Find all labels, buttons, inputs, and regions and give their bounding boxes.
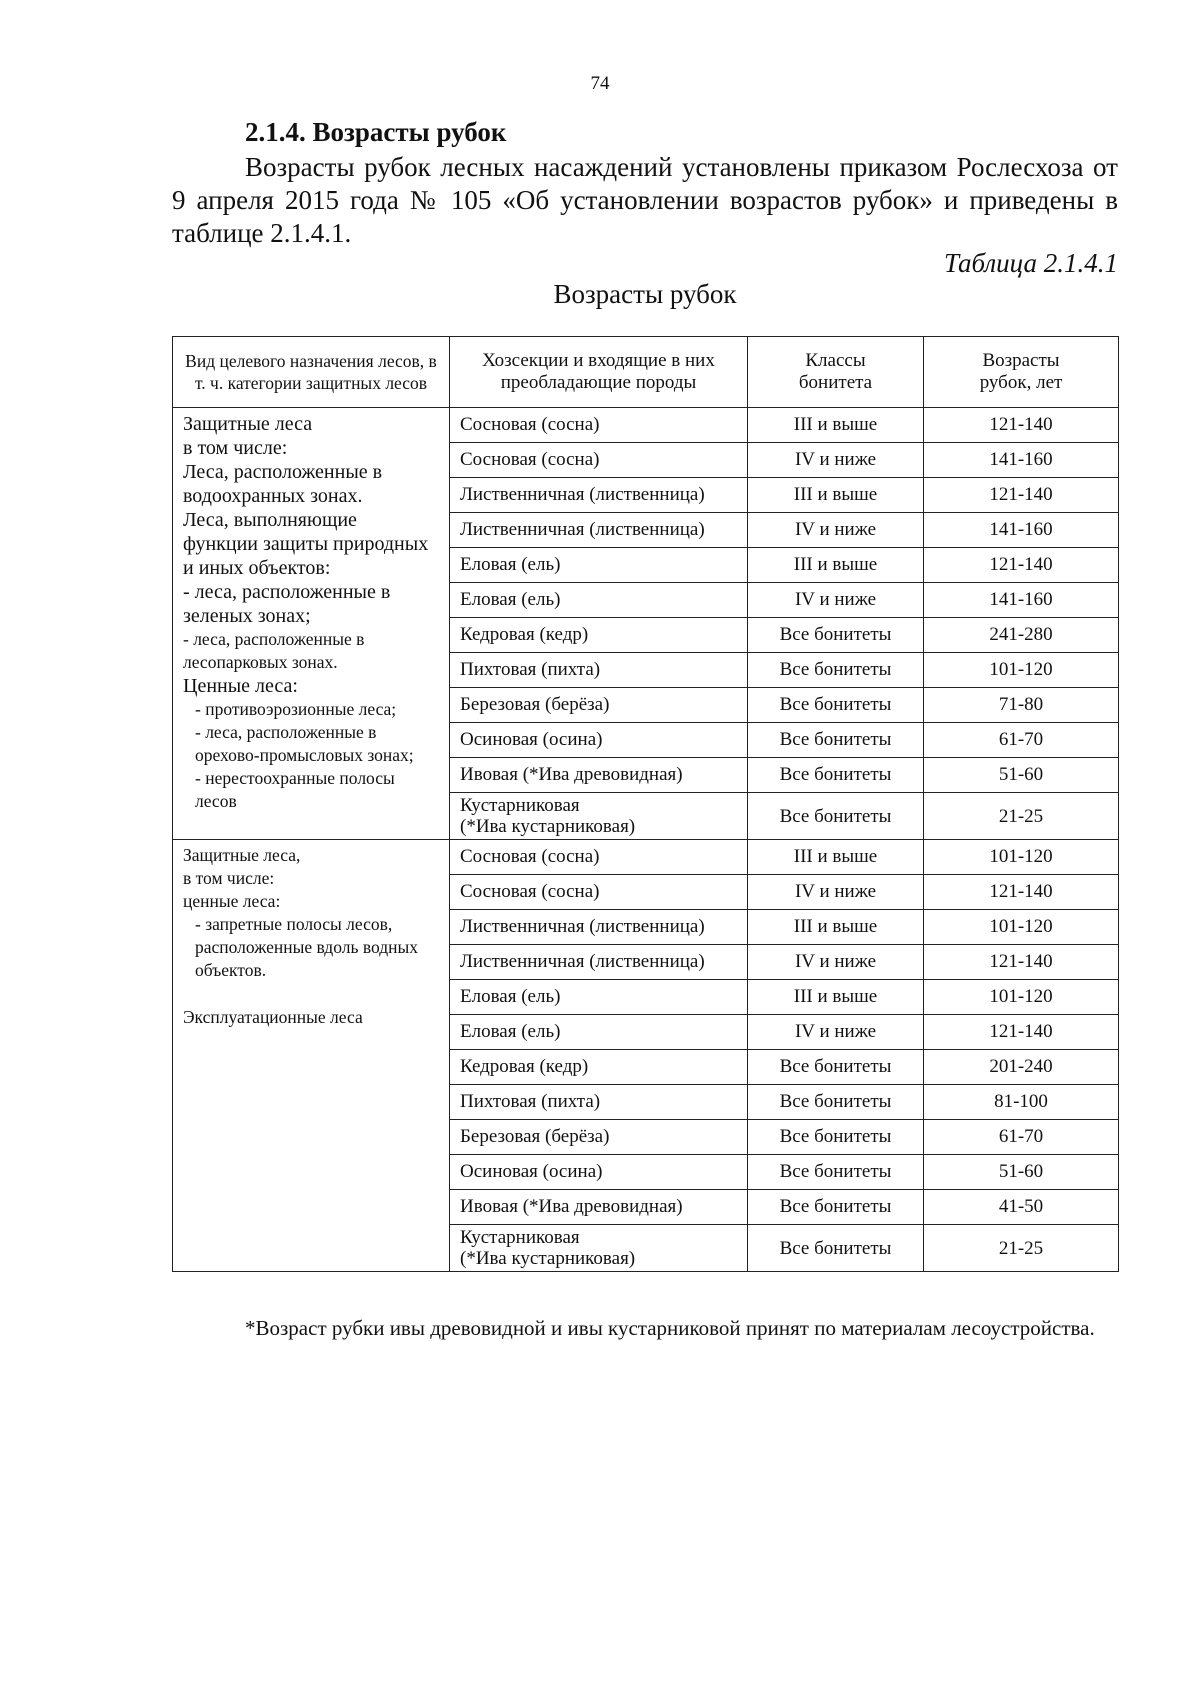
species-cell: Кедровая (кедр) — [450, 1050, 748, 1085]
cutting-age-cell: 121-140 — [924, 945, 1119, 980]
table-row — [173, 408, 1119, 443]
category-line: в том числе: — [183, 868, 275, 888]
table-label: Таблица 2.1.4.1 — [943, 248, 1118, 278]
site-class-cell: Все бонитеты — [748, 758, 924, 793]
species-cell: Сосновая (сосна) — [450, 840, 748, 875]
category-line: - леса, расположенные в — [195, 722, 377, 742]
species-cell: Сосновая (сосна) — [450, 408, 748, 443]
species-cell: Осиновая (осина) — [450, 723, 748, 758]
species-cell: Лиственничная (лиственница) — [450, 910, 748, 945]
category-line — [183, 982, 439, 1006]
category-line: - запретные полосы лесов, — [195, 914, 393, 934]
species-cell: Пихтовая (пихта) — [450, 1085, 748, 1120]
category-line: Защитные леса, — [183, 845, 301, 865]
species-cell: Пихтовая (пихта) — [450, 653, 748, 688]
category-line: водоохранных зонах. — [183, 485, 363, 507]
category-line: Ценные леса: — [183, 675, 298, 697]
species-cell: Лиственничная (лиственница) — [450, 478, 748, 513]
cutting-age-cell: 141-160 — [924, 583, 1119, 618]
category-line: - леса, расположенные в — [183, 581, 391, 603]
species-cell: Еловая (ель) — [450, 980, 748, 1015]
cutting-age-cell: 21-25 — [924, 793, 1119, 840]
species-line: (*Ива кустарниковая) — [460, 1248, 636, 1269]
cutting-age-cell: 121-140 — [924, 875, 1119, 910]
species-cell: Березовая (берёза) — [450, 688, 748, 723]
site-class-cell: III и выше — [748, 478, 924, 513]
site-class-cell: Все бонитеты — [748, 793, 924, 840]
species-line: Кустарниковая — [460, 795, 580, 816]
cutting-age-cell: 41-50 — [924, 1190, 1119, 1225]
cutting-age-cell: 51-60 — [924, 758, 1119, 793]
header-species-sections: Хозсекции и входящие в них преобладающие породы — [450, 337, 748, 408]
table-header-row — [173, 337, 1119, 408]
site-class-cell: Все бонитеты — [748, 723, 924, 758]
page-number: 74 — [590, 73, 610, 94]
cutting-age-cell: 101-120 — [924, 840, 1119, 875]
site-class-cell: Все бонитеты — [748, 1155, 924, 1190]
species-line: Кустарниковая — [460, 1227, 580, 1248]
site-class-cell: III и выше — [748, 840, 924, 875]
species-cell: Ивовая (*Ива древовидная) — [450, 1190, 748, 1225]
site-class-cell: IV и ниже — [748, 513, 924, 548]
table-body — [173, 408, 1119, 1272]
intro-paragraph: Возрасты рубок лесных насаждений установлены приказом Рослесхоза от 9 апреля 2015 года № 105 «Об установлении возрастов рубок» и приведены в таблице 2.1.4.1. — [172, 152, 1118, 248]
category-line: функции защиты природных — [183, 533, 429, 555]
category-line: - противоэрозионные леса; — [195, 699, 397, 719]
site-class-cell: IV и ниже — [748, 1015, 924, 1050]
species-cell — [450, 793, 748, 840]
category-line: лесов — [195, 791, 237, 811]
cutting-age-cell: 241-280 — [924, 618, 1119, 653]
category-line: расположенные вдоль водных — [195, 937, 418, 957]
species-line: (*Ива кустарниковая) — [460, 816, 636, 837]
category-line: и иных объектов: — [183, 557, 331, 579]
site-class-cell: Все бонитеты — [748, 1190, 924, 1225]
header-forest-purpose: Вид целевого назначения лесов, в т. ч. категории защитных лесов — [173, 337, 450, 408]
site-class-cell: Все бонитеты — [748, 653, 924, 688]
cutting-age-cell: 121-140 — [924, 408, 1119, 443]
cutting-age-cell: 201-240 — [924, 1050, 1119, 1085]
site-class-cell: IV и ниже — [748, 875, 924, 910]
category-line: Леса, выполняющие — [183, 509, 357, 531]
category-line: - нерестоохранные полосы — [195, 768, 395, 788]
species-cell: Лиственничная (лиственница) — [450, 945, 748, 980]
site-class-cell: III и выше — [748, 910, 924, 945]
species-cell: Еловая (ель) — [450, 1015, 748, 1050]
table-title: Возрасты рубок — [553, 279, 737, 309]
category-line: Защитные леса — [183, 413, 313, 435]
table-row — [173, 840, 1119, 875]
category-line: орехово-промысловых зонах; — [195, 745, 414, 765]
section-heading: 2.1.4. Возрасты рубок — [245, 117, 507, 147]
cutting-age-cell: 21-25 — [924, 1225, 1119, 1272]
cutting-age-cell: 81-100 — [924, 1085, 1119, 1120]
site-class-cell: III и выше — [748, 408, 924, 443]
cutting-age-cell: 71-80 — [924, 688, 1119, 723]
category-line: объектов. — [195, 960, 267, 980]
species-cell: Березовая (берёза) — [450, 1120, 748, 1155]
cutting-age-cell: 141-160 — [924, 443, 1119, 478]
species-cell: Еловая (ель) — [450, 583, 748, 618]
site-class-cell: IV и ниже — [748, 945, 924, 980]
site-class-cell: Все бонитеты — [748, 688, 924, 723]
species-cell: Лиственничная (лиственница) — [450, 513, 748, 548]
site-class-cell: Все бонитеты — [748, 1120, 924, 1155]
cutting-age-cell: 121-140 — [924, 548, 1119, 583]
cutting-age-cell: 101-120 — [924, 910, 1119, 945]
site-class-cell: IV и ниже — [748, 583, 924, 618]
species-cell: Ивовая (*Ива древовидная) — [450, 758, 748, 793]
species-cell: Осиновая (осина) — [450, 1155, 748, 1190]
site-class-cell: III и выше — [748, 548, 924, 583]
cutting-ages-table — [172, 336, 1119, 1272]
site-class-cell: IV и ниже — [748, 443, 924, 478]
header-site-class: Классы бонитета — [748, 337, 924, 408]
species-cell: Сосновая (сосна) — [450, 443, 748, 478]
forest-category-cell — [173, 408, 450, 840]
cutting-age-cell: 51-60 — [924, 1155, 1119, 1190]
cutting-age-cell: 121-140 — [924, 1015, 1119, 1050]
category-line: в том числе: — [183, 437, 288, 459]
category-line: ценные леса: — [183, 891, 281, 911]
site-class-cell: III и выше — [748, 980, 924, 1015]
species-cell — [450, 1225, 748, 1272]
category-line: Эксплуатационные леса — [183, 1007, 363, 1027]
cutting-age-cell: 61-70 — [924, 1120, 1119, 1155]
category-line: зеленых зонах; — [183, 605, 311, 627]
category-line: лесопарковых зонах. — [183, 652, 338, 672]
site-class-cell: Все бонитеты — [748, 1225, 924, 1272]
footnote: *Возраст рубки ивы древовидной и ивы кустарниковой принят по материалам лесоустройства. — [245, 1316, 1095, 1340]
category-line: Леса, расположенные в — [183, 461, 383, 483]
cutting-age-cell: 61-70 — [924, 723, 1119, 758]
cutting-age-cell: 141-160 — [924, 513, 1119, 548]
category-line: - леса, расположенные в — [183, 629, 365, 649]
species-cell: Еловая (ель) — [450, 548, 748, 583]
site-class-cell: Все бонитеты — [748, 1050, 924, 1085]
species-cell: Сосновая (сосна) — [450, 875, 748, 910]
forest-category-cell — [173, 840, 450, 1272]
site-class-cell: Все бонитеты — [748, 618, 924, 653]
site-class-cell: Все бонитеты — [748, 1085, 924, 1120]
cutting-age-cell: 121-140 — [924, 478, 1119, 513]
cutting-age-cell: 101-120 — [924, 653, 1119, 688]
header-cutting-age: Возрасты рубок, лет — [924, 337, 1119, 408]
species-cell: Кедровая (кедр) — [450, 618, 748, 653]
cutting-age-cell: 101-120 — [924, 980, 1119, 1015]
